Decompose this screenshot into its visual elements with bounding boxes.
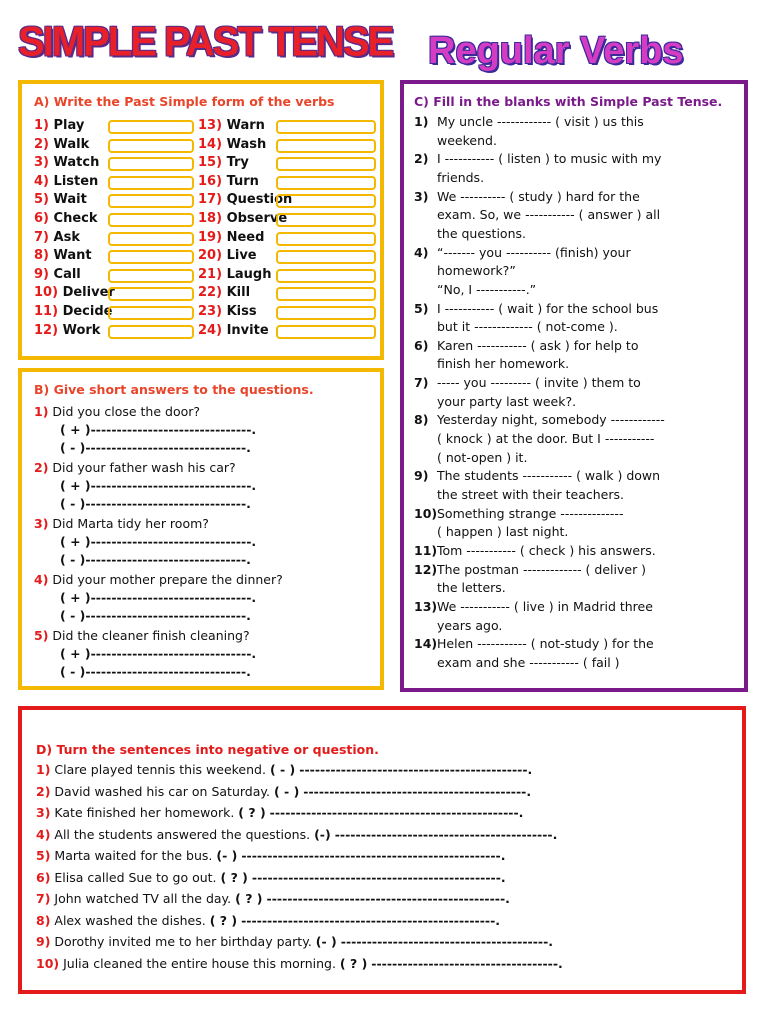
verb-word: Work [62,322,101,338]
verb-item [34,267,81,282]
exercise-text: ----- you --------- ( invite ) them to [437,375,641,391]
exercise-text: Karen ----------- ( ask ) for help to [437,337,639,353]
positive-answer-line[interactable]: ( + )-------------------------------. [60,534,257,549]
positive-answer-line[interactable]: ( + )-------------------------------. [60,422,257,437]
verb-answer-box[interactable] [276,325,376,339]
sentence-number: 7) [36,891,51,906]
section-b-box [18,368,384,690]
verb-item [34,323,100,338]
sentence-text: David washed his car on Saturday. [54,783,270,799]
verb-number: 8) [34,248,49,264]
question-number: 2) [34,460,49,475]
verb-item [34,137,89,152]
verb-answer-box[interactable] [276,250,376,264]
exercise-text: years ago. [437,617,503,633]
verb-item [198,155,249,170]
verb-answer-box[interactable] [276,269,376,283]
verb-word: Kill [226,285,251,301]
verb-item [34,285,115,300]
negative-answer-line[interactable]: ( - )-------------------------------. [60,496,251,511]
section-d-heading: D) Turn the sentences into negative or question. [36,742,379,757]
verb-answer-box[interactable] [108,194,194,208]
verb-number: 9) [34,266,49,282]
verb-answer-box[interactable] [276,232,376,246]
verb-number: 1) [34,118,49,133]
verb-answer-box[interactable] [108,269,194,283]
verb-answer-box[interactable] [108,232,194,246]
positive-answer-line[interactable]: ( + )-------------------------------. [60,478,257,493]
verb-answer-box[interactable] [108,250,194,264]
verb-word: Check [53,211,98,226]
exercise-text: the letters. [437,580,506,596]
sentence-item [36,827,557,842]
verb-item [34,192,87,207]
verb-item [198,174,259,189]
sentence-number: 5) [36,848,51,863]
verb-answer-box[interactable] [276,306,376,320]
verb-answer-box[interactable] [108,120,194,134]
sentence-text: All the students answered the questions. [54,826,311,842]
answer-line[interactable]: ------------------------------------------------. [269,805,524,820]
negative-answer-line[interactable]: ( - )-------------------------------. [60,664,251,679]
verb-word: Kiss [226,304,257,319]
verb-number: 24) [198,322,223,338]
verb-number: 22) [198,285,223,301]
exercise-number: 2) [414,151,429,167]
question-text: Did the cleaner finish cleaning? [52,628,250,643]
exercise-text: Something strange -------------- [437,505,624,521]
verb-answer-box[interactable] [108,176,194,190]
verb-word: Watch [53,155,100,171]
exercise-text: The students ----------- ( walk ) down [437,468,661,484]
positive-answer-line[interactable]: ( + )-------------------------------. [60,646,257,661]
sentence-item [36,913,500,928]
verb-number: 16) [198,173,223,189]
exercise-text: I ----------- ( listen ) to music with my [437,151,662,167]
exercise-number: 7) [414,375,429,391]
verb-word: Live [226,248,257,264]
verb-word: Walk [53,136,90,152]
exercise-number: 14) [414,636,438,652]
verb-item [34,118,84,133]
verb-number: 3) [34,155,49,171]
verb-number: 12) [34,322,59,338]
verb-item [198,118,265,133]
exercise-text: I ----------- ( wait ) for the school bus [437,300,659,316]
verb-word: Wash [226,136,267,152]
verb-word: Laugh [226,266,272,282]
verb-word: Play [53,118,85,133]
verb-word: Turn [226,173,259,189]
verb-answer-box[interactable] [108,325,194,339]
verb-answer-box[interactable] [276,157,376,171]
verb-number: 20) [198,248,223,264]
verb-word: Try [226,155,249,171]
exercise-text: We ----------- ( live ) in Madrid three [437,598,653,614]
exercise-number: 4) [414,244,429,260]
exercise-text: exam and she ----------- ( fail ) [437,654,620,670]
question-item [34,516,209,531]
verb-item [34,174,98,189]
verb-number: 19) [198,229,223,245]
question-text: Did your father wash his car? [52,460,236,475]
exercise-text: ( happen ) last night. [437,524,569,540]
verb-item [198,285,250,300]
section-b-heading: B) Give short answers to the questions. [34,382,314,397]
verb-item [34,230,80,245]
answer-line[interactable]: ------------------------------------------------. [251,869,506,885]
question-number: 3) [34,516,49,531]
sentence-text: Elisa called Sue to go out. [54,869,217,885]
exercise-text: friends. [437,169,485,185]
verb-answer-box[interactable] [108,157,194,171]
sentence-item [36,848,505,863]
sentence-item [36,762,532,777]
verb-number: 18) [198,211,223,226]
exercise-text: Tom ----------- ( check ) his answers. [437,542,656,558]
question-text: Did you close the door? [52,404,201,419]
verb-word: Ask [53,229,80,245]
negative-answer-line[interactable]: ( - )-------------------------------. [60,440,251,455]
verb-word: Observe [226,211,288,226]
sentence-item [36,956,563,971]
verb-number: 7) [34,229,49,245]
exercise-text: “No, I -----------.” [437,281,537,297]
exercise-text: homework?” [437,263,516,279]
title-regular-verbs: Regular Verbs [428,30,684,72]
question-item [34,404,200,419]
verb-answer-box[interactable] [108,213,194,227]
verb-item [198,248,257,263]
negative-answer-line[interactable]: ( - )-------------------------------. [60,552,251,567]
verb-number: 6) [34,211,49,226]
verb-number: 5) [34,192,49,208]
verb-word: Call [53,266,81,282]
question-text: Did your mother prepare the dinner? [52,572,283,587]
verb-word: Question [226,192,293,208]
sentence-text: Kate finished her homework. [54,805,235,820]
sentence-number: 8) [36,912,51,928]
verb-answer-box[interactable] [276,120,376,134]
exercise-text: Yesterday night, somebody ------------ [437,412,665,428]
verb-word: Decide [62,304,113,319]
exercise-text: We ---------- ( study ) hard for the [437,188,640,204]
question-text: Did Marta tidy her room? [52,516,209,531]
sentence-text: Julia cleaned the entire house this morning. [63,955,336,971]
exercise-number: 5) [414,300,429,316]
sentence-item [36,784,531,799]
answer-line[interactable]: ------------------------------------. [371,955,563,971]
sentence-mode: ( ? ) [220,869,248,885]
section-c-heading: C) Fill in the blanks with Simple Past Tense. [414,94,723,109]
verb-answer-box[interactable] [276,194,376,208]
sentence-number: 10) [36,955,60,971]
answer-line[interactable]: --------------------------------------------. [299,762,533,777]
exercise-text: ( knock ) at the door. But I ----------- [437,431,655,447]
question-number: 4) [34,572,49,587]
exercise-text: ( not-open ) it. [437,449,528,465]
exercise-number: 6) [414,337,429,353]
sentence-number: 3) [36,805,51,820]
answer-line[interactable]: -------------------------------------------. [303,783,532,799]
exercise-text: exam. So, we ----------- ( answer ) all [437,207,661,223]
verb-answer-box[interactable] [276,176,376,190]
answer-line[interactable]: -------------------------------------------------. [241,912,501,928]
verb-answer-box[interactable] [276,139,376,153]
verb-number: 21) [198,266,223,282]
verb-item [198,304,257,319]
verb-answer-box[interactable] [276,213,376,227]
sentence-mode: ( ? ) [235,891,263,906]
sentence-mode: ( ? ) [238,805,266,820]
exercise-text: weekend. [437,132,497,148]
exercise-text: My uncle ------------ ( visit ) us this [437,114,644,129]
section-a-box [18,80,384,360]
verb-word: Warn [226,118,265,133]
sentence-item [36,870,506,885]
verb-item [198,323,269,338]
verb-answer-box[interactable] [108,287,194,301]
sentence-number: 4) [36,826,51,842]
verb-item [34,304,112,319]
verb-answer-box[interactable] [108,306,194,320]
answer-line[interactable]: ------------------------------------------. [334,826,558,842]
exercise-text: but it ------------- ( not-come ). [437,319,618,335]
exercise-text: finish her homework. [437,356,570,372]
answer-line[interactable]: ----------------------------------------. [340,934,554,949]
sentence-text: Clare played tennis this weekend. [54,762,266,777]
exercise-number: 3) [414,188,429,204]
sentence-mode: ( - ) [273,783,300,799]
sentence-text: John watched TV all the day. [54,891,232,906]
verb-word: Want [53,248,92,264]
verb-number: 13) [198,118,223,133]
verb-word: Need [226,229,265,245]
verb-word: Listen [53,173,99,189]
verb-word: Deliver [62,285,115,301]
sentence-item [36,891,510,906]
answer-line[interactable]: --------------------------------------------------. [241,848,506,863]
exercise-text: Helen ----------- ( not-study ) for the [437,636,654,652]
verb-number: 4) [34,173,49,189]
sentence-mode: ( - ) [269,762,296,777]
question-item [34,460,236,475]
verb-number: 14) [198,136,223,152]
verb-number: 23) [198,304,223,319]
verb-number: 10) [34,285,59,301]
verb-number: 15) [198,155,223,171]
exercise-number: 8) [414,412,429,428]
positive-answer-line[interactable]: ( + )-------------------------------. [60,590,257,605]
answer-line[interactable]: ----------------------------------------------. [266,891,510,906]
exercise-text: the street with their teachers. [437,487,624,502]
verb-item [198,211,287,226]
verb-item [34,211,98,226]
verb-number: 17) [198,192,223,208]
verb-item [34,248,92,263]
verb-answer-box[interactable] [276,287,376,301]
sentence-mode: ( ? ) [339,955,368,971]
sentence-mode: (- ) [216,848,238,863]
sentence-text: Marta waited for the bus. [54,848,213,863]
sentence-text: Alex washed the dishes. [54,912,206,928]
exercise-number: 1) [414,114,429,129]
verb-word: Wait [53,192,87,208]
section-c-box [400,80,748,692]
exercise-number: 11) [414,542,438,558]
section-a-heading: A) Write the Past Simple form of the verbs [34,94,335,109]
exercise-number: 13) [414,598,438,614]
verb-number: 11) [34,304,59,319]
section-d-box [18,706,746,994]
exercise-text: the questions. [437,225,526,241]
exercise-number: 9) [414,468,429,484]
sentence-number: 6) [36,869,51,885]
exercise-number: 10) [414,505,438,521]
question-item [34,572,283,587]
sentence-mode: (- ) [315,934,337,949]
verb-item [34,155,99,170]
exercise-text: your party last week?. [437,393,577,409]
verb-item [198,137,266,152]
verb-item [198,230,264,245]
verb-word: Invite [226,322,269,338]
exercise-number: 12) [414,561,438,577]
verb-answer-box[interactable] [108,139,194,153]
sentence-number: 9) [36,934,51,949]
sentence-mode: (-) [314,826,331,842]
exercise-text: “------- you ---------- (finish) your [437,244,631,260]
question-number: 1) [34,404,49,419]
title-simple-past-tense: SIMPLE PAST TENSE [18,18,393,66]
negative-answer-line[interactable]: ( - )-------------------------------. [60,608,251,623]
verb-number: 2) [34,136,49,152]
question-item [34,628,250,643]
sentence-mode: ( ? ) [209,912,238,928]
sentence-item [36,805,523,820]
sentence-number: 1) [36,762,51,777]
sentence-number: 2) [36,783,51,799]
verb-item [198,267,271,282]
question-number: 5) [34,628,49,643]
sentence-item [36,934,553,949]
exercise-text: The postman ------------- ( deliver ) [437,561,647,577]
sentence-text: Dorothy invited me to her birthday party. [54,934,312,949]
